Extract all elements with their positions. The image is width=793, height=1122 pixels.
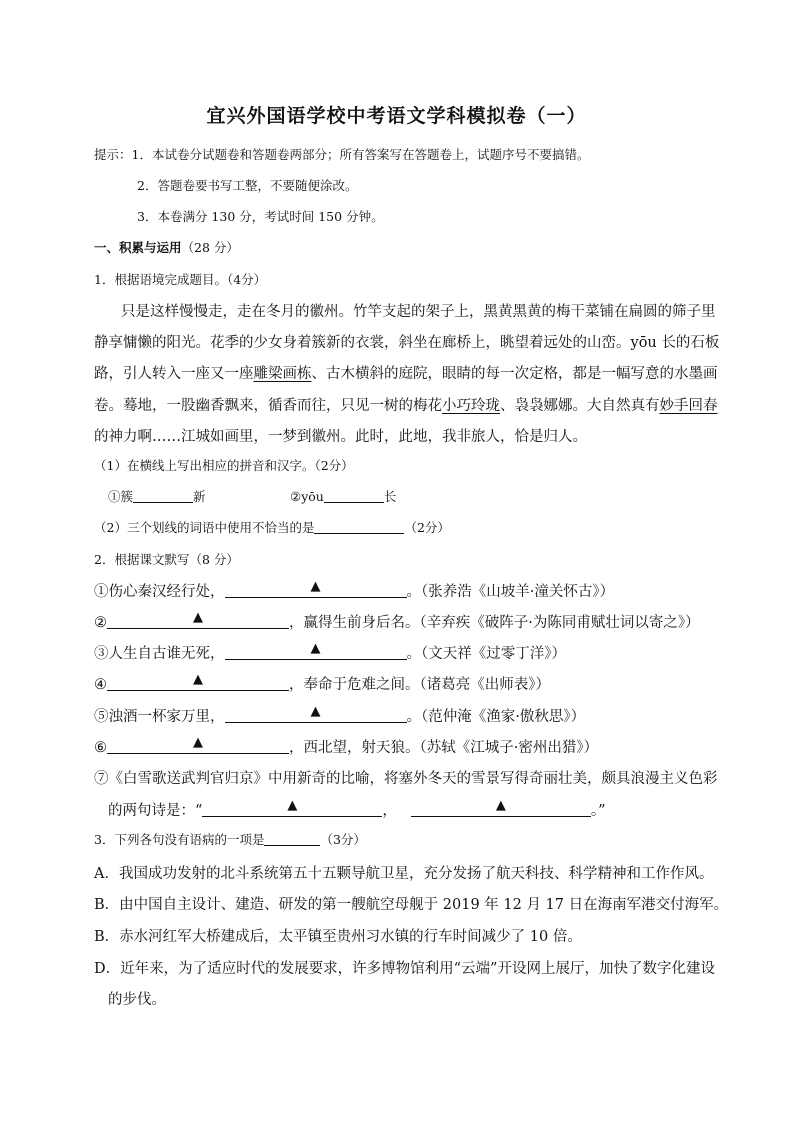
line-text: 。（文天祥《过零丁洋》） (406, 646, 566, 662)
line-text: ，西北望，射天狼。（苏轼《江城子·密州出猎》） (289, 740, 599, 756)
marker-triangle: ▲ (310, 641, 321, 656)
q1-stem: 1．根据语境完成题目。（4分） (94, 272, 267, 287)
q2-line-2 (94, 611, 700, 632)
text-segment: 、袅袅娜娜。大自然真有 (500, 398, 660, 414)
section-title: 一、积累与运用 (94, 240, 182, 255)
q1-sub2 (94, 518, 450, 536)
q2-line-1 (94, 580, 614, 601)
q2-line-5 (94, 705, 585, 726)
answer-blank[interactable] (314, 519, 404, 534)
line-text: ⑥ (94, 740, 107, 756)
answer-blank[interactable] (107, 735, 289, 754)
line-text: ，赢得生前身后名。（辛弃疾《破阵子·为陈同甫赋壮词以寄之》） (289, 615, 700, 631)
q2-line-6 (94, 736, 598, 757)
marker-triangle: ▲ (310, 704, 321, 719)
answer-blank[interactable] (225, 704, 407, 723)
text-segment: 、古木横斜的庭院，眼睛的每一次定格，都是一幅写意的水墨画 (311, 366, 718, 382)
q1-passage-line: 静享慵懒的阳光。花季的少女身着簇新的衣裳，斜坐在廊桥上，眺望着远处的山峦。yōu 长的石板 (94, 335, 720, 351)
q2-line-7: ⑦《白雪歌送武判官归京》中用新奇的比喻，将塞外冬天的雪景写得奇丽壮美，颇具浪漫主义色彩 (94, 771, 718, 787)
answer-blank[interactable] (107, 672, 289, 691)
line-text: ①伤心秦汉经行处， (94, 584, 225, 600)
line-text: 的两句诗是：“ (108, 803, 203, 819)
line-text: 。” (590, 803, 606, 819)
answer-blank[interactable] (264, 831, 320, 846)
marker-triangle: ▲ (193, 610, 203, 625)
text-segment: 路，引人转入一座又一座 (94, 366, 254, 382)
underlined-term: 小巧玲珑 (442, 398, 500, 414)
q1-passage-line: 只是这样慢慢走，走在冬月的徽州。竹竿支起的架子上，黑黄黑黄的梅干菜铺在扁圆的筛子里 (121, 304, 716, 320)
line-text: ，奉命于危难之间。（诸葛亮《出师表》） (289, 677, 550, 693)
page-title: 宜兴外国语学校中考语文学科模拟卷（一） (206, 105, 587, 127)
line-text: ⑤浊酒一杯家万里， (94, 709, 225, 725)
answer-blank[interactable] (225, 641, 407, 660)
q3-option-d: D．近年来，为了适应时代的发展要求，许多博物馆利用“云端”开设网上展厅，加快了数字化建设 (94, 961, 715, 977)
section-score: （28 分） (181, 240, 239, 255)
answer-blank[interactable] (107, 610, 289, 629)
answer-blank[interactable] (202, 798, 382, 817)
q3-option-d-cont: 的步伐。 (108, 992, 166, 1008)
q3-option-a: A．我国成功发射的北斗系统第五十五颗导航卫星，充分发扬了航天科技、科学精神和工作作风。 (94, 866, 714, 882)
marker-triangle: ▲ (310, 579, 321, 594)
q1-passage-line (94, 362, 718, 383)
line-text: ④ (94, 677, 107, 693)
answer-blank[interactable] (324, 488, 384, 503)
tip-1: 提示：1．本试卷分试题卷和答题卷两部分；所有答案写在答题卷上，试题序号不要搞错。 (94, 147, 590, 162)
q3-option-b: B．由中国自主设计、建造、研发的第一艘航空母舰于 2019 年 12 月 17 日在海南军港交付海军。 (94, 897, 729, 913)
text-segment: 卷。蓦地，一股幽香飘来，循香而往，只见一树的梅花 (94, 398, 442, 414)
marker-triangle: ▲ (193, 672, 203, 687)
q3-score: （3分） (320, 832, 366, 847)
line-text: ， (382, 803, 397, 819)
q1-passage-line: 的神力啊……江城如画里，一梦到徽州。此时，此地，我非旅人，恰是归人。 (94, 429, 587, 445)
sub2-score: （2分） (404, 520, 450, 535)
q1-sub1-item-a (108, 487, 206, 505)
underlined-term: 雕梁画栋 (253, 366, 312, 382)
line-text: 。（范仲淹《渔家·傲秋思》） (406, 709, 586, 725)
item-end: 长 (383, 489, 397, 504)
tip-3: 3．本卷满分 130 分，考试时间 150 分钟。 (137, 209, 384, 224)
underlined-term: 妙手回春 (659, 398, 718, 414)
q2-line-3 (94, 642, 566, 663)
q2-line-4 (94, 673, 550, 694)
answer-blank[interactable] (411, 798, 591, 817)
q1-passage-line (94, 394, 718, 415)
section-heading (94, 238, 239, 256)
line-text: ② (94, 615, 107, 631)
answer-blank[interactable] (225, 579, 407, 598)
q1-sub1-item-b (290, 487, 396, 505)
item-label: ①簇 (108, 489, 134, 504)
answer-blank[interactable] (133, 488, 193, 503)
q2-stem: 2．根据课文默写（8 分） (94, 552, 239, 567)
q2-line-8 (108, 799, 606, 820)
q3-text: 3．下列各句没有语病的一项是 (94, 832, 265, 847)
item-label: ②yōu (290, 489, 324, 504)
q1-sub1: （1）在横线上写出相应的拼音和汉字。（2分） (94, 458, 354, 473)
marker-triangle: ▲ (193, 735, 203, 750)
marker-triangle: ▲ (495, 798, 506, 813)
sub2-text: （2）三个划线的词语中使用不恰当的是 (94, 520, 315, 535)
item-end: 新 (193, 489, 206, 504)
line-text: ③人生自古谁无死， (94, 646, 225, 662)
line-text: 。（张养浩《山坡羊·潼关怀古》） (406, 584, 615, 600)
q3-option-c: B．赤水河红军大桥建成后，太平镇至贵州习水镇的行车时间减少了 10 倍。 (94, 929, 582, 945)
tip-2: 2．答题卷要书写工整，不要随便涂改。 (137, 178, 358, 193)
q3-stem (94, 830, 366, 848)
marker-triangle: ▲ (287, 798, 298, 813)
